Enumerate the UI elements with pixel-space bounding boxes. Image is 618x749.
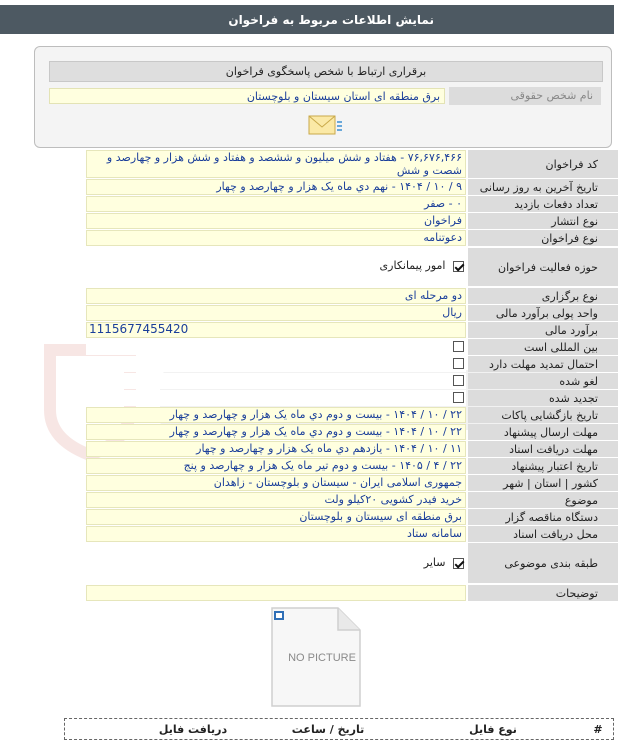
- row-valid-label: تاریخ اعتبار پیشنهاد: [468, 458, 618, 474]
- row-subject-value: خرید فیدر کشویی ۲۰کیلو ولت: [86, 492, 466, 508]
- row-code-label: کد فراخوان: [468, 150, 618, 178]
- row-send-label: مهلت ارسال پیشنهاد: [468, 424, 618, 440]
- no-picture-text: NO PICTURE: [288, 652, 356, 664]
- row-hold-value: دو مرحله ای: [86, 288, 466, 304]
- files-col-date: تاریخ / ساعت: [291, 722, 365, 736]
- row-valid-value: ۲۲ / ۴ / ۱۴۰۵ - بیست و دوم تیر ماه یک هزار و چهارصد و پنج: [86, 458, 466, 474]
- files-table-header: [64, 718, 614, 740]
- no-picture-image: [268, 606, 364, 710]
- row-visits-value: ۰ - صفر: [86, 196, 466, 212]
- row-category-value: [86, 543, 466, 583]
- row-visits-label: تعداد دفعات بازدید: [468, 196, 618, 212]
- row-extend-value: [86, 356, 466, 372]
- row-subject-label: موضوع: [468, 492, 618, 508]
- row-cancel-label: لغو شده: [468, 373, 618, 389]
- row-receive-label: محل دریافت اسناد: [468, 526, 618, 542]
- files-col-num: #: [593, 722, 603, 736]
- field-checkbox-label: امور پیمانکاری: [379, 259, 446, 272]
- contact-header: برقراری ارتباط با شخص پاسخگوی فراخوان: [49, 61, 603, 82]
- row-type-label: نوع فراخوان: [468, 230, 618, 246]
- row-send-value: ۲۲ / ۱۰ / ۱۴۰۴ - بیست و دوم دي ماه یک هزار و چهارصد و چهار: [86, 424, 466, 440]
- row-location-value: جمهوری اسلامی ایران - سیستان و بلوچستان - زاهدان: [86, 475, 466, 491]
- row-field-label: حوزه فعالیت فراخوان: [468, 248, 618, 286]
- row-estimate-value: 1115677455420: [86, 322, 466, 338]
- row-cancel-value: [86, 373, 466, 389]
- row-renew-label: تجدید شده: [468, 390, 618, 406]
- mail-icon[interactable]: [307, 113, 343, 137]
- category-checkbox[interactable]: [453, 558, 464, 569]
- row-notes-value: [86, 585, 466, 601]
- row-publish-value: فراخوان: [86, 213, 466, 229]
- files-col-receive: دریافت فایل: [158, 722, 228, 736]
- row-receive-value: سامانه ستاد: [86, 526, 466, 542]
- renew-checkbox[interactable]: [453, 392, 464, 403]
- cancel-checkbox[interactable]: [453, 375, 464, 386]
- page-title-bar: [0, 5, 614, 34]
- row-renew-value: [86, 390, 466, 406]
- contact-panel: [34, 46, 612, 148]
- category-checkbox-label: سایر: [423, 556, 446, 569]
- row-intl-label: بین المللی است: [468, 339, 618, 355]
- extend-checkbox[interactable]: [453, 358, 464, 369]
- row-docs-label: مهلت دریافت اسناد: [468, 441, 618, 457]
- row-field-value: [86, 248, 466, 286]
- row-hold-label: نوع برگزاری: [468, 288, 618, 304]
- row-intl-value: [86, 339, 466, 355]
- page-title: نمایش اطلاعات مربوط به فراخوان: [228, 12, 434, 27]
- row-docs-value: ۱۱ / ۱۰ / ۱۴۰۴ - یازدهم دي ماه یک هزار و چهارصد و چهار: [86, 441, 466, 457]
- row-extend-label: احتمال تمدید مهلت دارد: [468, 356, 618, 372]
- field-checkbox[interactable]: [453, 261, 464, 272]
- row-update-value: ۹ / ۱۰ / ۱۴۰۴ - نهم دي ماه یک هزار و چهارصد و چهار: [86, 179, 466, 195]
- row-currency-value: ریال: [86, 305, 466, 321]
- row-code-value: ۷۶,۶۷۶,۴۶۶ - هفتاد و شش میلیون و ششصد و هفتاد و شش هزار و چهارصد و شصت و شش: [86, 150, 466, 178]
- row-estimate-label: برآورد مالی: [468, 322, 618, 338]
- row-type-value: دعوتنامه: [86, 230, 466, 246]
- row-category-label: طبقه بندی موضوعی: [468, 543, 618, 583]
- intl-checkbox[interactable]: [453, 341, 464, 352]
- row-currency-label: واحد پولی برآورد مالی: [468, 305, 618, 321]
- row-org-label: دستگاه مناقصه گزار: [468, 509, 618, 525]
- row-update-label: تاریخ آخرین به روز رسانی: [468, 179, 618, 195]
- row-open-value: ۲۲ / ۱۰ / ۱۴۰۴ - بیست و دوم دي ماه یک هزار و چهارصد و چهار: [86, 407, 466, 423]
- row-location-label: کشور | استان | شهر: [468, 475, 618, 491]
- contact-label: نام شخص حقوقی: [449, 87, 601, 105]
- row-notes-label: توضیحات: [468, 585, 618, 601]
- row-publish-label: نوع انتشار: [468, 213, 618, 229]
- row-open-label: تاریخ بازگشایی پاکات: [468, 407, 618, 423]
- files-col-type: نوع فایل: [469, 722, 517, 736]
- contact-value: برق منطقه ای استان سیستان و بلوچستان: [49, 88, 445, 104]
- row-org-value: برق منطقه ای سیستان و بلوچستان: [86, 509, 466, 525]
